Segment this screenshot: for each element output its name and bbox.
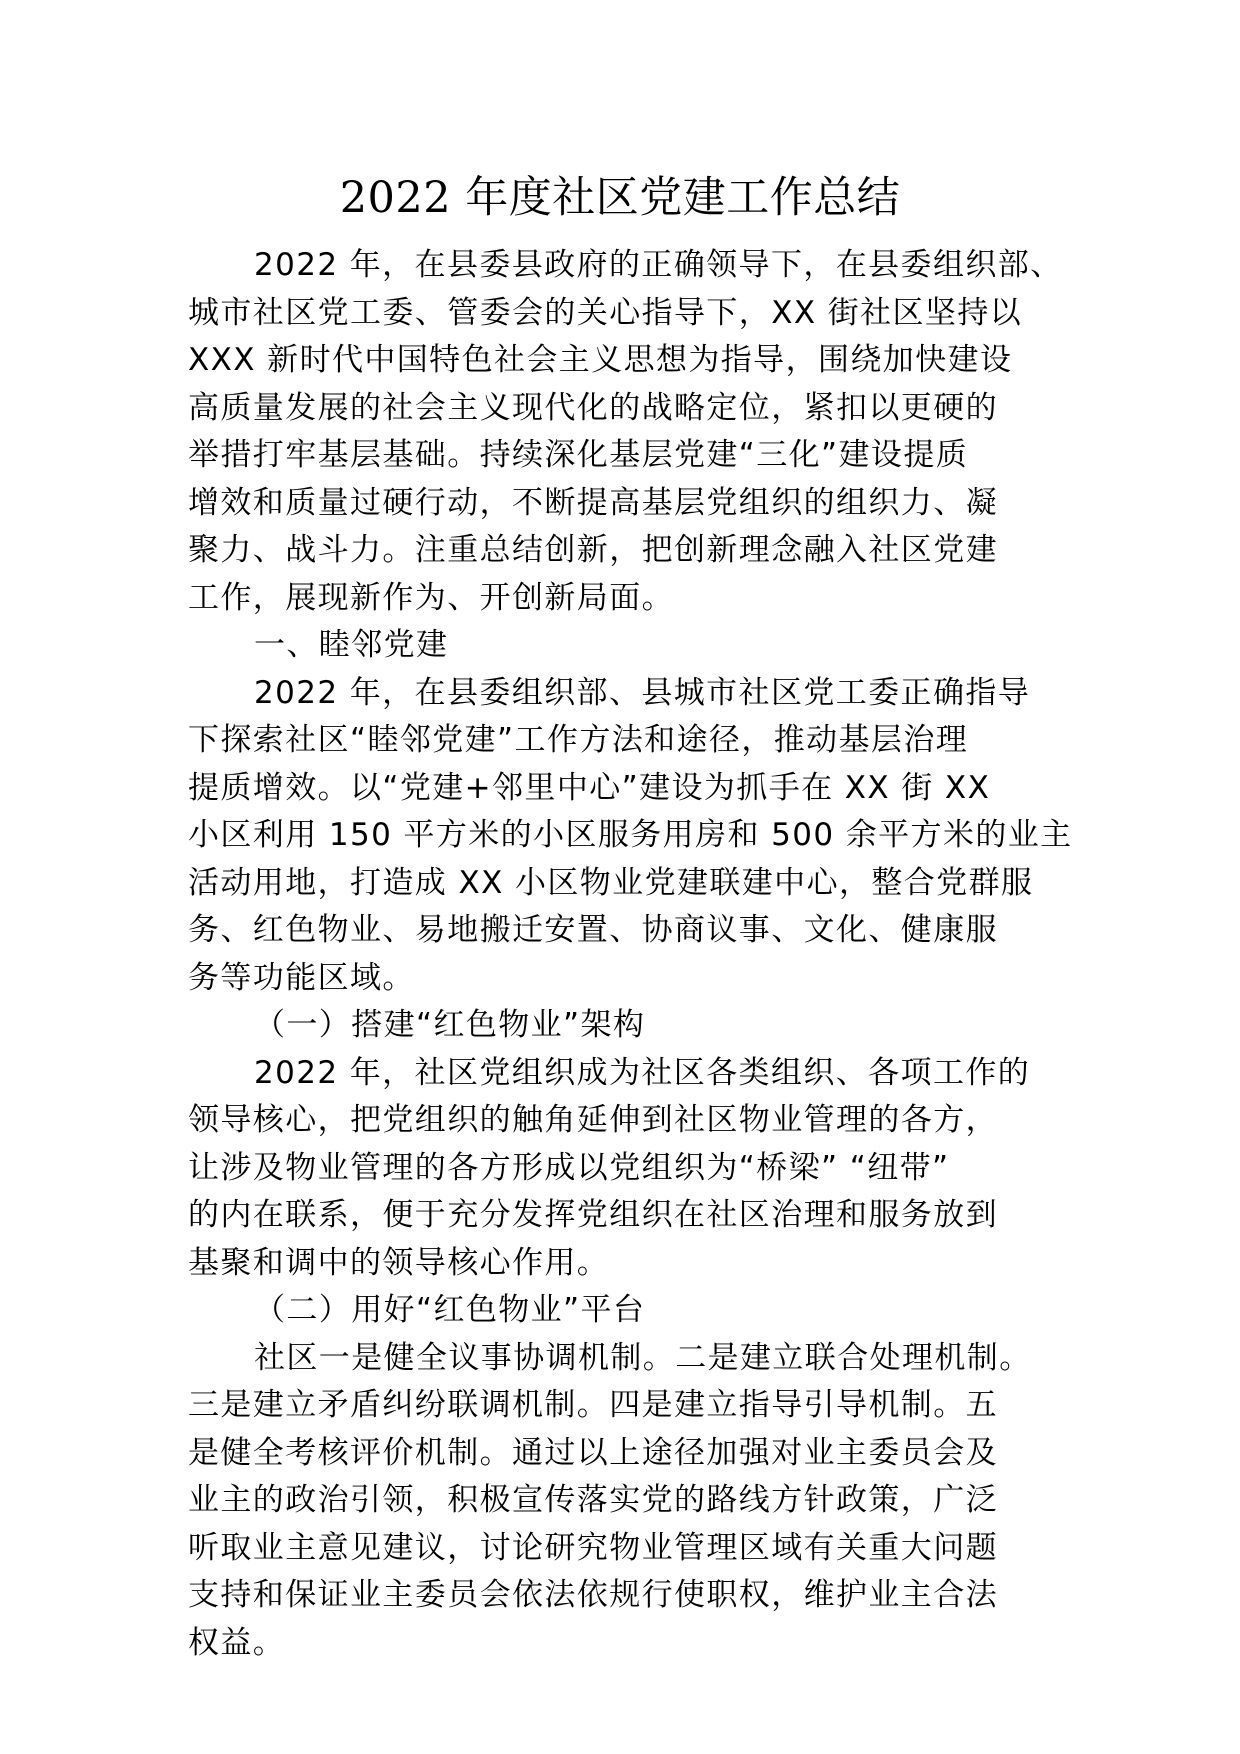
paragraph-line: 2022 年，社区党组织成为社区各类组织、各项工作的 <box>254 1054 1031 1091</box>
paragraph-line: 社区一是健全议事协调机制。二是建立联合处理机制。 <box>254 1339 1032 1376</box>
paragraph-line: 高质量发展的社会主义现代化的战略定位，紧扣以更硬的 <box>188 389 998 426</box>
document-title: 2022 年度社区党建工作总结 <box>339 173 901 223</box>
paragraph-line: 活动用地，打造成 XX 小区物业党建联建中心，整合党群服 <box>188 864 1034 901</box>
paragraph-line: 支持和保证业主委员会依法依规行使职权，维护业主合法 <box>188 1577 998 1613</box>
paragraph-line: 小区利用 150 平方米的小区服务用房和 500 余平方米的业主 <box>188 817 1073 853</box>
paragraph-line: 是健全考核评价机制。通过以上途径加强对业主委员会及 <box>188 1434 998 1471</box>
paragraph-line: 基聚和调中的领导核心作用。 <box>188 1244 610 1281</box>
paragraph-line: 让涉及物业管理的各方形成以党组织为“桥梁” “纽带” <box>188 1149 950 1186</box>
paragraph-line: XXX 新时代中国特色社会主义思想为指导，围绕加快建设 <box>188 342 1013 378</box>
document-body <box>188 242 1073 1667</box>
paragraph-line: 务等功能区域。 <box>188 959 415 996</box>
paragraph-line: 聚力、战斗力。注重总结创新，把创新理念融入社区党建 <box>188 532 998 568</box>
section-heading: 一、睦邻党建 <box>254 627 449 663</box>
paragraph-line: 务、红色物业、易地搬迁安置、协商议事、文化、健康服 <box>188 912 998 948</box>
paragraph-line: 下探索社区“睦邻党建”工作方法和途径，推动基层治理 <box>188 722 969 758</box>
paragraph-line: 权益。 <box>188 1624 286 1661</box>
paragraph-line: 举措打牢基层基础。持续深化基层党建“三化”建设提质 <box>188 437 969 473</box>
paragraph-line: 2022 年，在县委组织部、县城市社区党工委正确指导 <box>254 674 1031 711</box>
paragraph-line: 三是建立矛盾纠纷联调机制。四是建立指导引导机制。五 <box>188 1387 998 1423</box>
subsection-heading: （一）搭建“红色物业”架构 <box>254 1007 646 1043</box>
paragraph-line: 业主的政治引领，积极宣传落实党的路线方针政策，广泛 <box>188 1482 998 1518</box>
paragraph-line: 提质增效。以“党建+邻里中心”建设为抓手在 XX 街 XX <box>188 769 991 806</box>
paragraph-line: 城市社区党工委、管委会的关心指导下，XX 街社区坚持以 <box>188 294 1023 331</box>
paragraph-line: 听取业主意见建议，讨论研究物业管理区域有关重大问题 <box>188 1529 998 1566</box>
paragraph-line: 领导核心，把党组织的触角延伸到社区物业管理的各方， <box>188 1102 998 1138</box>
paragraph-line: 的内在联系，便于充分发挥党组织在社区治理和服务放到 <box>188 1197 998 1233</box>
paragraph-line: 增效和质量过硬行动，不断提高基层党组织的组织力、凝 <box>188 484 998 521</box>
subsection-heading: （二）用好“红色物业”平台 <box>254 1292 646 1328</box>
paragraph-line: 2022 年，在县委县政府的正确领导下，在县委组织部、 <box>254 247 1063 283</box>
paragraph-line: 工作，展现新作为、开创新局面。 <box>188 579 674 616</box>
